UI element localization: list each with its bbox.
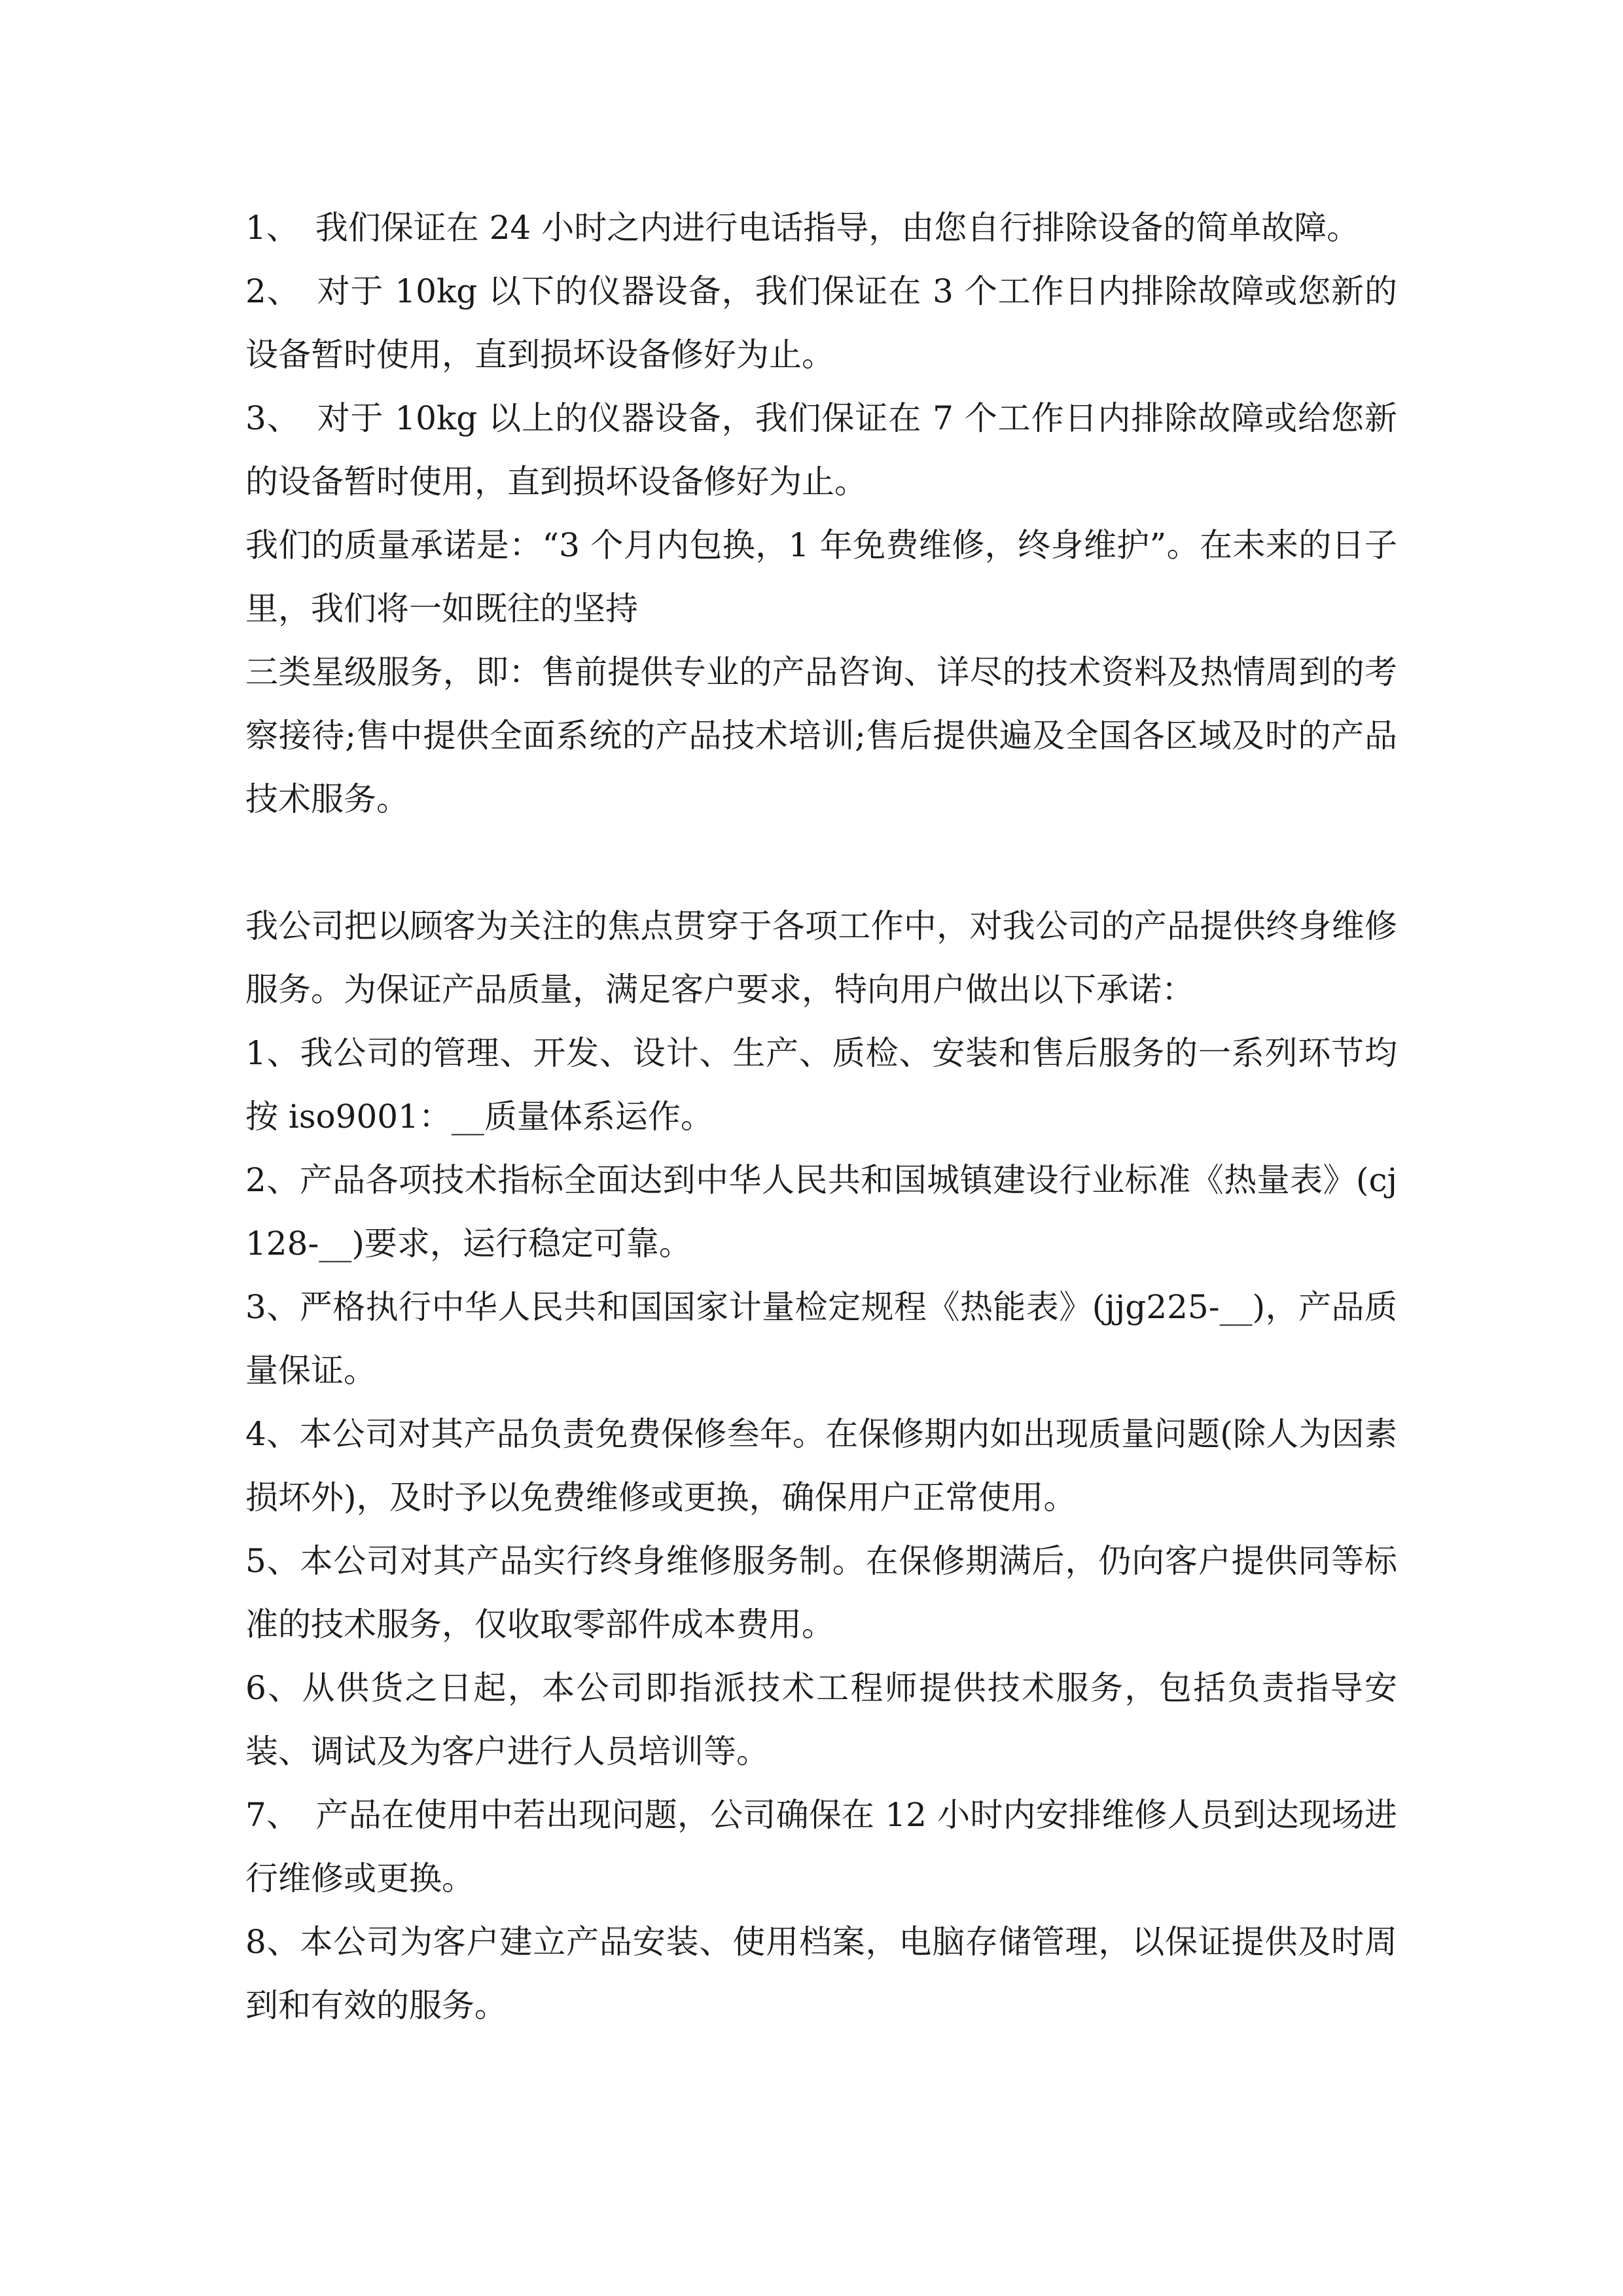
guarantee-item-2: 2、 对于 10kg 以下的仪器设备，我们保证在 3 个工作日内排除故障或您新的设备暂时使用，直到损坏设备修好为止。 [245,272,1397,374]
commitment-item-7: 7、 产品在使用中若出现问题，公司确保在 12 小时内安排维修人员到达现场进行维修或更换。 [245,1796,1397,1897]
commitment-item-4: 4、本公司对其产品负责免费保修叁年。在保修期内如出现质量问题(除人为因素损坏外)，及时予以免费维修或更换，确保用户正常使用。 [245,1415,1397,1516]
quality-promise: 我们的质量承诺是：“3 个月内包换，1 年免费维修，终身维护”。在未来的日子里，我们将一如既往的坚持 [245,526,1397,628]
star-service-paragraph: 三类星级服务，即：售前提供专业的产品咨询、详尽的技术资料及热情周到的考察接待;售中提供全面系统的产品技术培训;售后提供遍及全国各区域及时的产品技术服务。 [245,653,1397,818]
guarantee-item-3: 3、 对于 10kg 以上的仪器设备，我们保证在 7 个工作日内排除故障或给您新的设备暂时使用，直到损坏设备修好为止。 [245,399,1397,501]
document-body [245,196,1397,2037]
commitment-item-6: 6、从供货之日起，本公司即指派技术工程师提供技术服务，包括负责指导安装、调试及为客户进行人员培训等。 [245,1669,1397,1770]
commitment-item-1: 1、我公司的管理、开发、设计、生产、质检、安装和售后服务的一系列环节均按 iso9001：__质量体系运作。 [245,1034,1397,1136]
guarantee-item-1: 1、 我们保证在 24 小时之内进行电话指导，由您自行排除设备的简单故障。 [245,209,1360,247]
commitment-item-8: 8、本公司为客户建立产品安装、使用档案，电脑存储管理，以保证提供及时周到和有效的服务。 [245,1923,1397,2024]
commitment-item-3: 3、严格执行中华人民共和国国家计量检定规程《热能表》(jjg225-__)，产品质量保证。 [245,1288,1397,1390]
commitment-item-2: 2、产品各项技术指标全面达到中华人民共和国城镇建设行业标准《热量表》(cj128-__)要求，运行稳定可靠。 [245,1161,1397,1263]
section-spacer [245,831,1397,895]
commitment-item-5: 5、本公司对其产品实行终身维修服务制。在保修期满后，仍向客户提供同等标准的技术服务，仅收取零部件成本费用。 [245,1542,1397,1643]
commitment-intro: 我公司把以顾客为关注的焦点贯穿于各项工作中，对我公司的产品提供终身维修服务。为保证产品质量，满足客户要求，特向用户做出以下承诺： [245,907,1397,1009]
